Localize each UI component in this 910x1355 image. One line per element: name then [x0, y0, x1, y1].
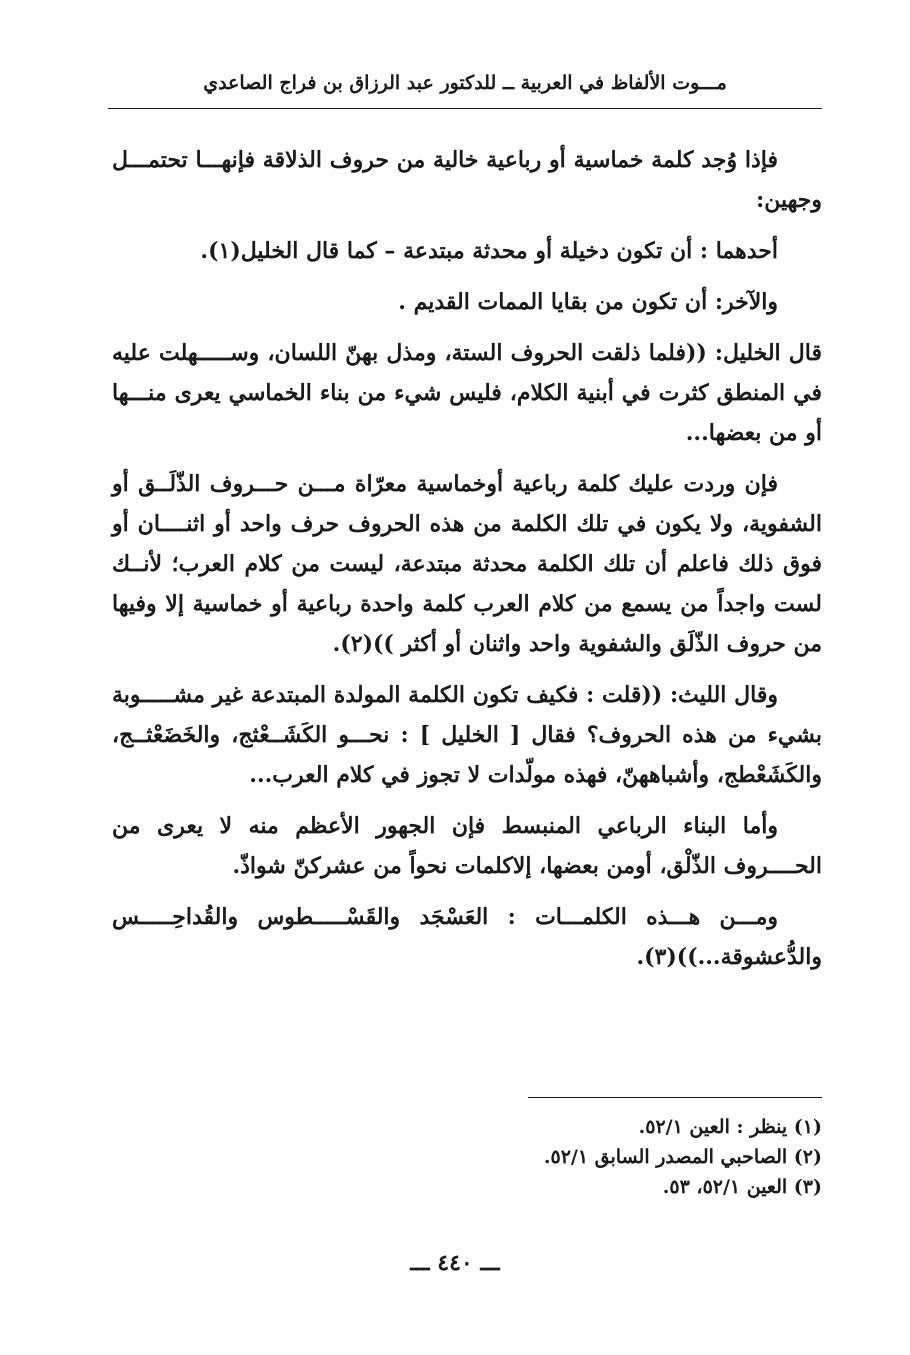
footnote-3: (٣) العين ٥٢/١، ٥٣. [662, 1176, 822, 1198]
footnotes [400, 1112, 822, 1202]
paragraph-6: وقال الليث: ((قلت : فكيف تكون الكلمة المولدة المبتدعة غير مشـــــوبة بشيء من هذه الحروف؟ فقال [ الخليل ] : نحـــو الكَشَــعْثج، والخَضَعْثــج، والكَشَعْطج، وأشباههنّ، فهذه مولّدات لا تجوز في كلام العرب... [112, 682, 822, 788]
header-rule [108, 108, 822, 109]
paragraph-3: والآخر: أن تكون من بقايا الممات القديم . [398, 289, 778, 315]
main-text [112, 140, 822, 988]
paragraph-8: ومـــن هـــذه الكلمـــات : العَسْجَد والقَسْـــــطوس والقُداحِـــــس والدُّعشوقة...))(٣). [112, 904, 822, 970]
footnote-rule [528, 1097, 822, 1098]
footnote-2: (٢) الصاحبي المصدر السابق ٥٢/١. [543, 1146, 822, 1168]
paragraph-5: فإن وردت عليك كلمة رباعية أوخماسية معرّاة مـــن حـــروف الذّلَــق أو الشفوية، ولا يكون في تلك الكلمة من هذه الحروف حرف واحد أو اثنــــان أو فوق ذلك فاعلم أن تلك الكلمة محدثة مبتدعة، ليست من كلام العرب؛ لأنــك لست واجداً من يسمع من كلام العرب كلمة واحدة رباعية أو خماسية إلا وفيها من حروف الذّلَق والشفوية واحد واثنان أو أكثر ))(٢). [112, 471, 822, 657]
page-number: ـــ ٤٤٠ ـــ [410, 1250, 500, 1276]
paragraph-7: وأما البناء الرباعي المنبسط فإن الجهور الأعظم منه لا يعرى من الحــــروف الذّلْق، أومن بعضها، إلاكلمات نحواً من عشركنّ شواذّ. [112, 813, 822, 879]
paragraph-1: فإذا وُجد كلمة خماسية أو رباعية خالية من حروف الذلاقة فإنهـــا تحتمـــل وجهين: [112, 147, 822, 213]
paragraph-4: قال الخليل: ((فلما ذلقت الحروف الستة، ومذل بهنّ اللسان، وســـــهلت عليه في المنطق كثرت في أبنية الكلام، فليس شيء من بناء الخماسي يعرى منـــها أو من بعضها... [112, 340, 822, 446]
footnote-1: (١) ينظر : العين ٥٢/١. [638, 1116, 822, 1138]
running-header: مـــوت الألفاظ في العربية ــ للدكتور عبد الرزاق بن فراج الصاعدي [203, 72, 727, 94]
paragraph-2: أحدهما : أن تكون دخيلة أو محدثة مبتدعة – كما قال الخليل(١). [200, 238, 778, 264]
